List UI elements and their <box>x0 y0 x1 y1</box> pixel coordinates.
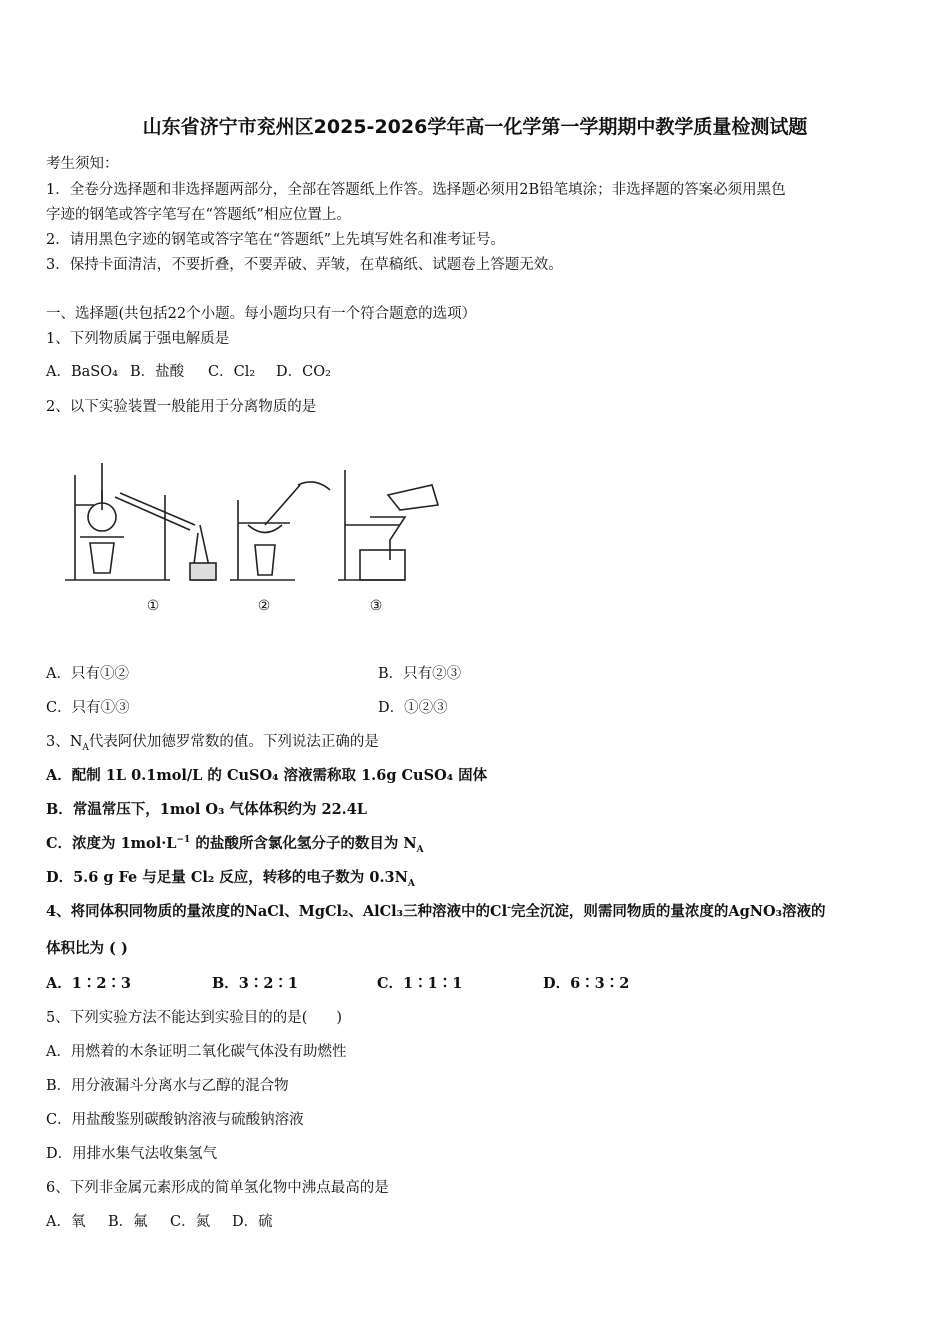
q4-option-b: B．3∶2∶1 <box>212 975 299 992</box>
q3-stem: 3、$N_A$代表阿伏加德罗常数的值。下列说法正确的是 <box>46 734 379 753</box>
q5-option-c: C．用盐酸鉴别碳酸钠溶液与硫酸钠溶液 <box>46 1112 304 1128</box>
q5-option-b: B．用分液漏斗分离水与乙醇的混合物 <box>46 1078 289 1094</box>
evaporating-dish <box>248 525 282 533</box>
funnel <box>370 517 405 560</box>
condenser <box>115 497 190 530</box>
q5-option-a: A．用燃着的木条证明二氧化碳气体没有助燃性 <box>46 1044 347 1060</box>
burner-1 <box>90 543 114 573</box>
q1-option-c: C．Cl₂ <box>208 364 256 380</box>
q2-option-b: B．只有②③ <box>378 666 462 682</box>
q3-option-a: A．配制 1L 0.1mol/L 的 CuSO₄ 溶液需称取 1.6g CuSO₄ 固体 <box>46 767 488 784</box>
q1-stem: 1、下列物质属于强电解质是 <box>46 331 230 347</box>
notice-heading: 考生须知： <box>46 156 119 172</box>
notice-item-1b: 字迹的钢笔或答字笔写在“答题纸”相应位置上。 <box>46 207 351 223</box>
q3-option-b: B．常温常压下，1mol O₃ 气体体积约为 22.4L <box>46 801 368 818</box>
q4-stem-line1: 4、将同体积同物质的量浓度的NaCl、MgCl₂、AlCl₃三种溶液中的Cl-完全沉淀，则需同物质的量浓度的AgNO₃溶液的 <box>46 903 826 920</box>
glass-rod <box>265 485 300 525</box>
q6-option-c: C．氮 <box>170 1214 211 1230</box>
pouring-beaker <box>388 485 438 510</box>
page-title: 山东省济宁市兖州区2025-2026学年高一化学第一学期期中教学质量检测试题 <box>142 116 808 138</box>
q4-stem-line2: 体积比为 ( ) <box>46 940 128 957</box>
q2-stem: 2、以下实验装置一般能用于分离物质的是 <box>46 399 317 415</box>
q6-option-b: B．氟 <box>108 1214 148 1230</box>
burner-2 <box>255 545 275 575</box>
q3-option-c: C．浓度为 $1mol\cdot L^{-1}$ 的盐酸所含氯化氢分子的数目为 $N_A$ <box>46 835 424 855</box>
q4-option-c: C．1∶1∶1 <box>377 975 463 992</box>
q1-option-b: B．盐酸 <box>130 364 185 380</box>
beaker <box>360 550 405 580</box>
q6-option-d: D．硫 <box>232 1214 273 1230</box>
fig-label-3: ③ <box>369 598 383 614</box>
fig-label-2: ② <box>257 598 271 614</box>
q5-option-d: D．用排水集气法收集氢气 <box>46 1146 218 1162</box>
fig-label-1: ① <box>146 598 160 614</box>
q5-stem: 5、下列实验方法不能达到实验目的的是( ) <box>46 1010 343 1026</box>
q1-option-a: A．BaSO₄ <box>46 364 118 380</box>
notice-item-3: 3．保持卡面清洁，不要折叠，不要弄破、弄皱，在草稿纸、试题卷上答题无效。 <box>46 257 563 273</box>
section-heading: 一、选择题(共包括22个小题。每小题均只有一个符合题意的选项） <box>46 306 477 322</box>
q6-stem: 6、下列非金属元素形成的简单氢化物中沸点最高的是 <box>46 1180 389 1196</box>
q1-option-d: D．CO₂ <box>276 364 331 380</box>
notice-item-2: 2．请用黑色字迹的钢笔或答字笔在“答题纸”上先填写姓名和准考证号。 <box>46 232 506 248</box>
lab-apparatus-figure <box>60 455 460 625</box>
q4-option-d: D．6∶3∶2 <box>543 975 630 992</box>
q6-option-a: A．氧 <box>46 1214 86 1230</box>
q3-option-d: D．5.6 g Fe 与足量 Cl₂ 反应，转移的电子数为 $0.3N_A$ <box>46 869 415 889</box>
notice-item-1a: 1．全卷分选择题和非选择题两部分，全部在答题纸上作答。选择题必须用2B铅笔填涂；非选择题的答案必须用黑色 <box>46 182 786 198</box>
q4-option-a: A．1∶2∶3 <box>46 975 132 992</box>
q2-option-d: D．①②③ <box>378 700 448 716</box>
q2-option-a: A．只有①② <box>46 666 129 682</box>
q2-option-c: C．只有①③ <box>46 700 130 716</box>
